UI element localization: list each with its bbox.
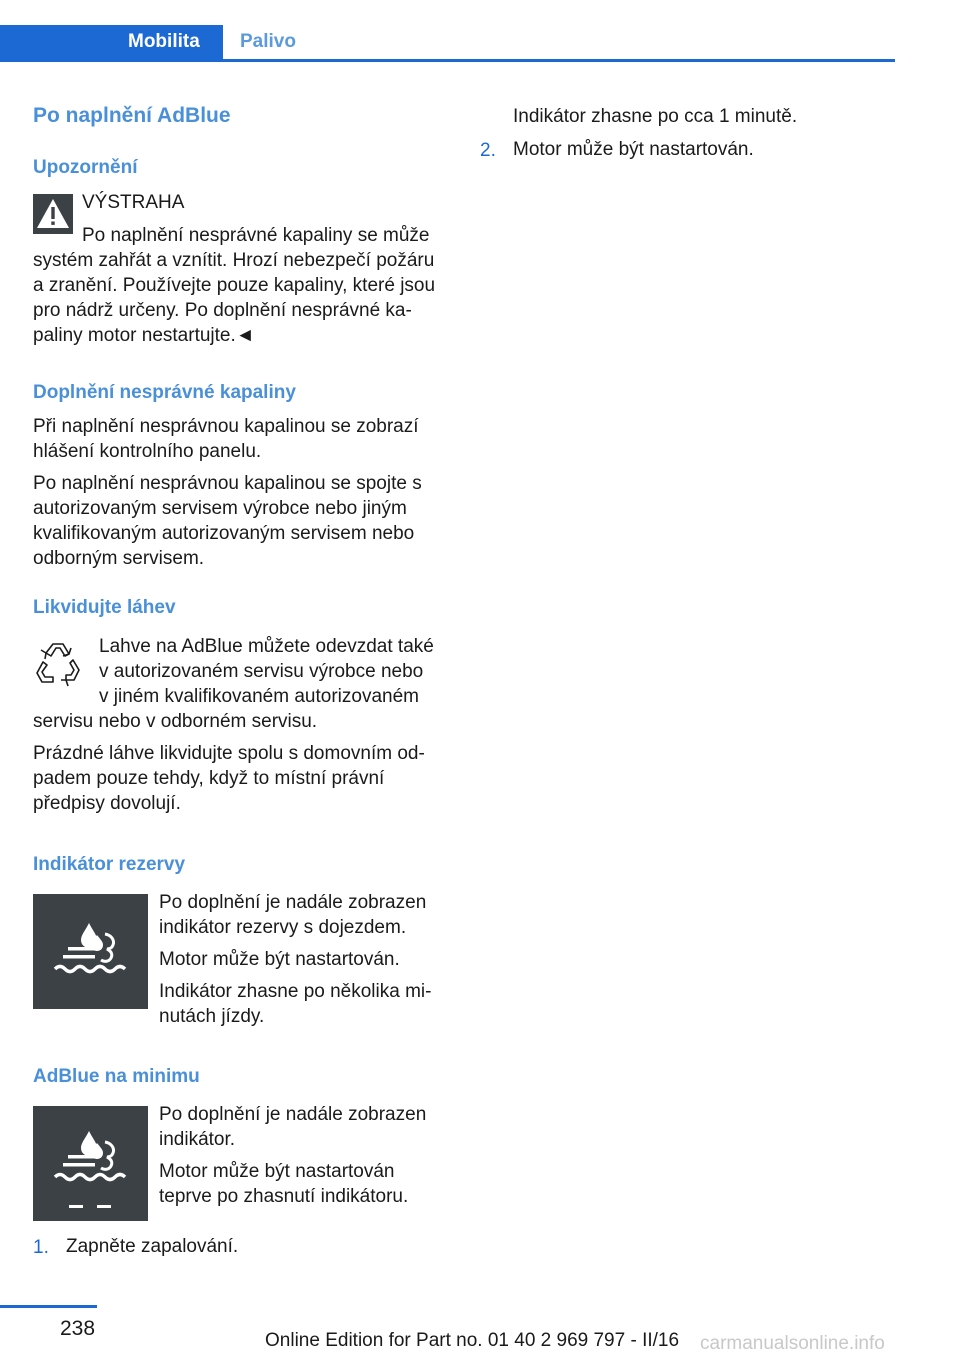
- paragraph-line: Motor může být nastartován.: [159, 949, 400, 970]
- warning-triangle-icon: [33, 194, 73, 234]
- recycle-icon: [33, 638, 83, 690]
- warning-text-line: a zranění. Používejte pouze kapaliny, které jsou: [33, 275, 436, 296]
- edition-text: Online Edition for Part no. 01 40 2 969 797 - II/16: [265, 1330, 680, 1351]
- paragraph-line: Indikátor zhasne po několika mi-: [159, 981, 432, 1002]
- paragraph-line: autorizovaným servisem výrobce nebo jiným: [33, 498, 407, 519]
- section-title-po-naplneni: Po naplnění AdBlue: [33, 104, 231, 127]
- step-text: Motor může být nastartován.: [513, 139, 754, 160]
- paragraph-line: nutách jízdy.: [159, 1006, 265, 1027]
- heading-doplneni-nespravne: Doplnění nesprávné kapaliny: [33, 382, 296, 403]
- paragraph-line: předpisy dovolují.: [33, 793, 181, 814]
- paragraph-line: Prázdné láhve likvidujte spolu s domovním od-: [33, 743, 425, 764]
- paragraph-line: teprve po zhasnutí indikátoru.: [159, 1186, 409, 1207]
- paragraph-line: Po doplnění je nadále zobrazen: [159, 1104, 427, 1125]
- heading-likvidujte-lahev: Likvidujte láhev: [33, 597, 176, 618]
- header-divider: [0, 59, 895, 62]
- paragraph-line: Motor může být nastartován: [159, 1161, 395, 1182]
- paragraph-line: v autorizovaném servisu výrobce nebo: [99, 661, 424, 682]
- step-number: 2.: [480, 140, 496, 161]
- paragraph-line: Lahve na AdBlue můžete odevzdat také: [99, 636, 434, 657]
- page-number: 238: [60, 1317, 96, 1340]
- paragraph-line: hlášení kontrolního panelu.: [33, 441, 262, 462]
- paragraph-line: padem pouze tehdy, když to místní právní: [33, 768, 385, 789]
- adblue-minimum-icon: [33, 1106, 148, 1221]
- tab-palivo-label[interactable]: Palivo: [240, 31, 296, 52]
- paragraph-line: Po naplnění nesprávnou kapalinou se spojte s: [33, 473, 422, 494]
- paragraph-line: indikátor.: [159, 1129, 236, 1150]
- warning-text-line: Po naplnění nesprávné kapaliny se může: [82, 225, 430, 246]
- warning-text-line: paliny motor nestartujte.◄: [33, 325, 255, 346]
- step-number: 1.: [33, 1237, 49, 1258]
- warning-text-line: systém zahřát a vznítit. Hrozí nebezpečí požáru: [33, 250, 435, 271]
- footer-divider: [0, 1305, 97, 1308]
- paragraph-line: v jiném kvalifikovaném autorizovaném: [99, 686, 419, 707]
- heading-indikator-rezervy: Indikátor rezervy: [33, 854, 186, 875]
- paragraph-line: odborným servisem.: [33, 548, 205, 569]
- paragraph-line: Při naplnění nesprávnou kapalinou se zobrazí: [33, 416, 419, 437]
- paragraph-line: indikátor rezervy s dojezdem.: [159, 917, 407, 938]
- paragraph-line: Po doplnění je nadále zobrazen: [159, 892, 427, 913]
- adblue-reserve-icon: [33, 894, 148, 1009]
- warning-heading: Upozornění: [33, 157, 138, 178]
- tab-mobilita-label[interactable]: Mobilita: [128, 31, 200, 52]
- heading-adblue-na-minimu: AdBlue na minimu: [33, 1066, 200, 1087]
- watermark: carmanualsonline.info: [700, 1333, 885, 1354]
- warning-text-line: pro nádrž určeny. Po doplnění nesprávné ka-: [33, 300, 412, 321]
- warning-label: VÝSTRAHA: [82, 192, 185, 213]
- step-text: Zapněte zapalování.: [66, 1236, 239, 1257]
- paragraph-line: servisu nebo v odborném servisu.: [33, 711, 318, 732]
- paragraph-line: kvalifikovaným autorizovaným servisem nebo: [33, 523, 415, 544]
- step-text: Indikátor zhasne po cca 1 minutě.: [513, 106, 798, 127]
